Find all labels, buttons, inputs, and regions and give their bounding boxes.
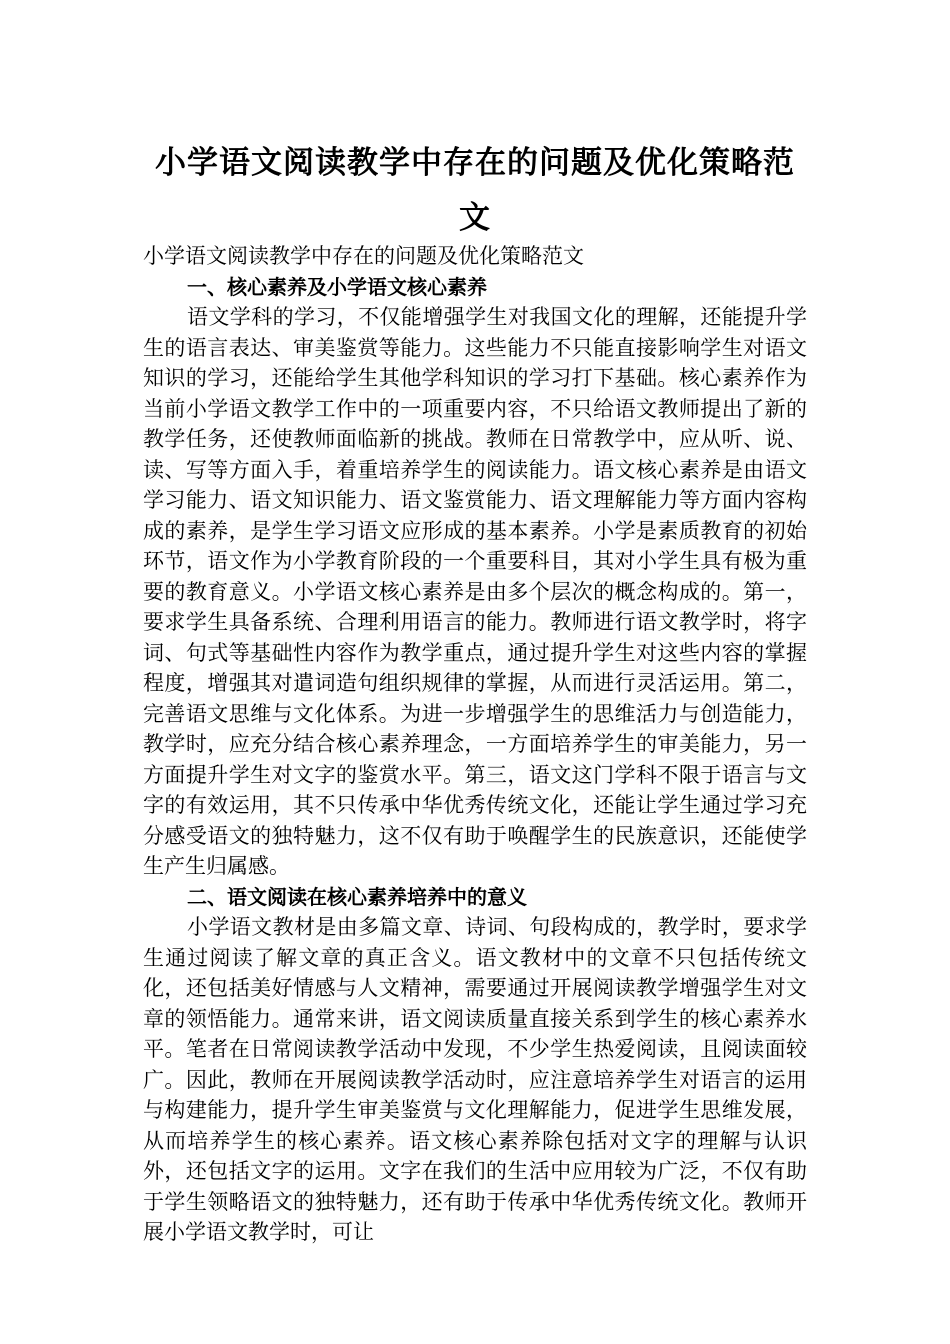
section-2-paragraph: 小学语文教材是由多篇文章、诗词、句段构成的，教学时，要求学生通过阅读了解文章的真正含义。语文教材中的文章不只包括传统文化，还包括美好情感与人文精神，需要通过开展阅读教学增强学生对文章的领悟能力。通常来讲，语文阅读质量直接关系到学生的核心素养水平。笔者在日常阅读教学活动中发现，不少学生热爱阅读，且阅读面较广。因此，教师在开展阅读教学活动时，应注意培养学生对语言的运用与构建能力，提升学生审美鉴赏与文化理解能力，促进学生思维发展，从而培养学生的核心素养。语文核心素养除包括对文字的理解与认识外，还包括文字的运用。文字在我们的生活中应用较为广泛，不仅有助于学生领略语文的独特魅力，还有助于传承中华优秀传统文化。教师开展小学语文教学时，可让 — [143, 915, 807, 1244]
section-2-heading: 二、语文阅读在核心素养培养中的意义 — [187, 884, 527, 909]
section-1-heading: 一、核心素养及小学语文核心素养 — [187, 274, 487, 299]
document-body — [143, 241, 807, 1248]
document-title: 小学语文阅读教学中存在的问题及优化策略范文 — [155, 145, 795, 236]
section-1-paragraph: 语文学科的学习，不仅能增强学生对我国文化的理解，还能提升学生的语言表达、审美鉴赏等能力。这些能力不只能直接影响学生对语文知识的学习，还能给学生其他学科知识的学习打下基础。核心素养作为当前小学语文教学工作中的一项重要内容，不只给语文教师提出了新的教学任务，还使教师面临新的挑战。教师在日常教学中，应从听、说、读、写等方面入手，着重培养学生的阅读能力。语文核心素养是由语文学习能力、语文知识能力、语文鉴赏能力、语文理解能力等方面内容构成的素养，是学生学习语文应形成的基本素养。小学是素质教育的初始环节，语文作为小学教育阶段的一个重要科目，其对小学生具有极为重要的教育意义。小学语文核心素养是由多个层次的概念构成的。第一，要求学生具备系统、合理利用语言的能力。教师进行语文教学时，将字词、句式等基础性内容作为教学重点，通过提升学生对这些内容的掌握程度，增强其对遣词造句组织规律的掌握，从而进行灵活运用。第二，完善语文思维与文化体系。为进一步增强学生的思维活力与创造能力，教学时，应充分结合核心素养理念，一方面培养学生的审美能力，另一方面提升学生对文字的鉴赏水平。第三，语文这门学科不限于语言与文字的有效运用，其不只传承中华优秀传统文化，还能让学生通过学习充分感受语文的独特魅力，这不仅有助于唤醒学生的民族意识，还能使学生产生归属感。 — [143, 305, 807, 878]
document-subtitle: 小学语文阅读教学中存在的问题及优化策略范文 — [143, 244, 584, 268]
